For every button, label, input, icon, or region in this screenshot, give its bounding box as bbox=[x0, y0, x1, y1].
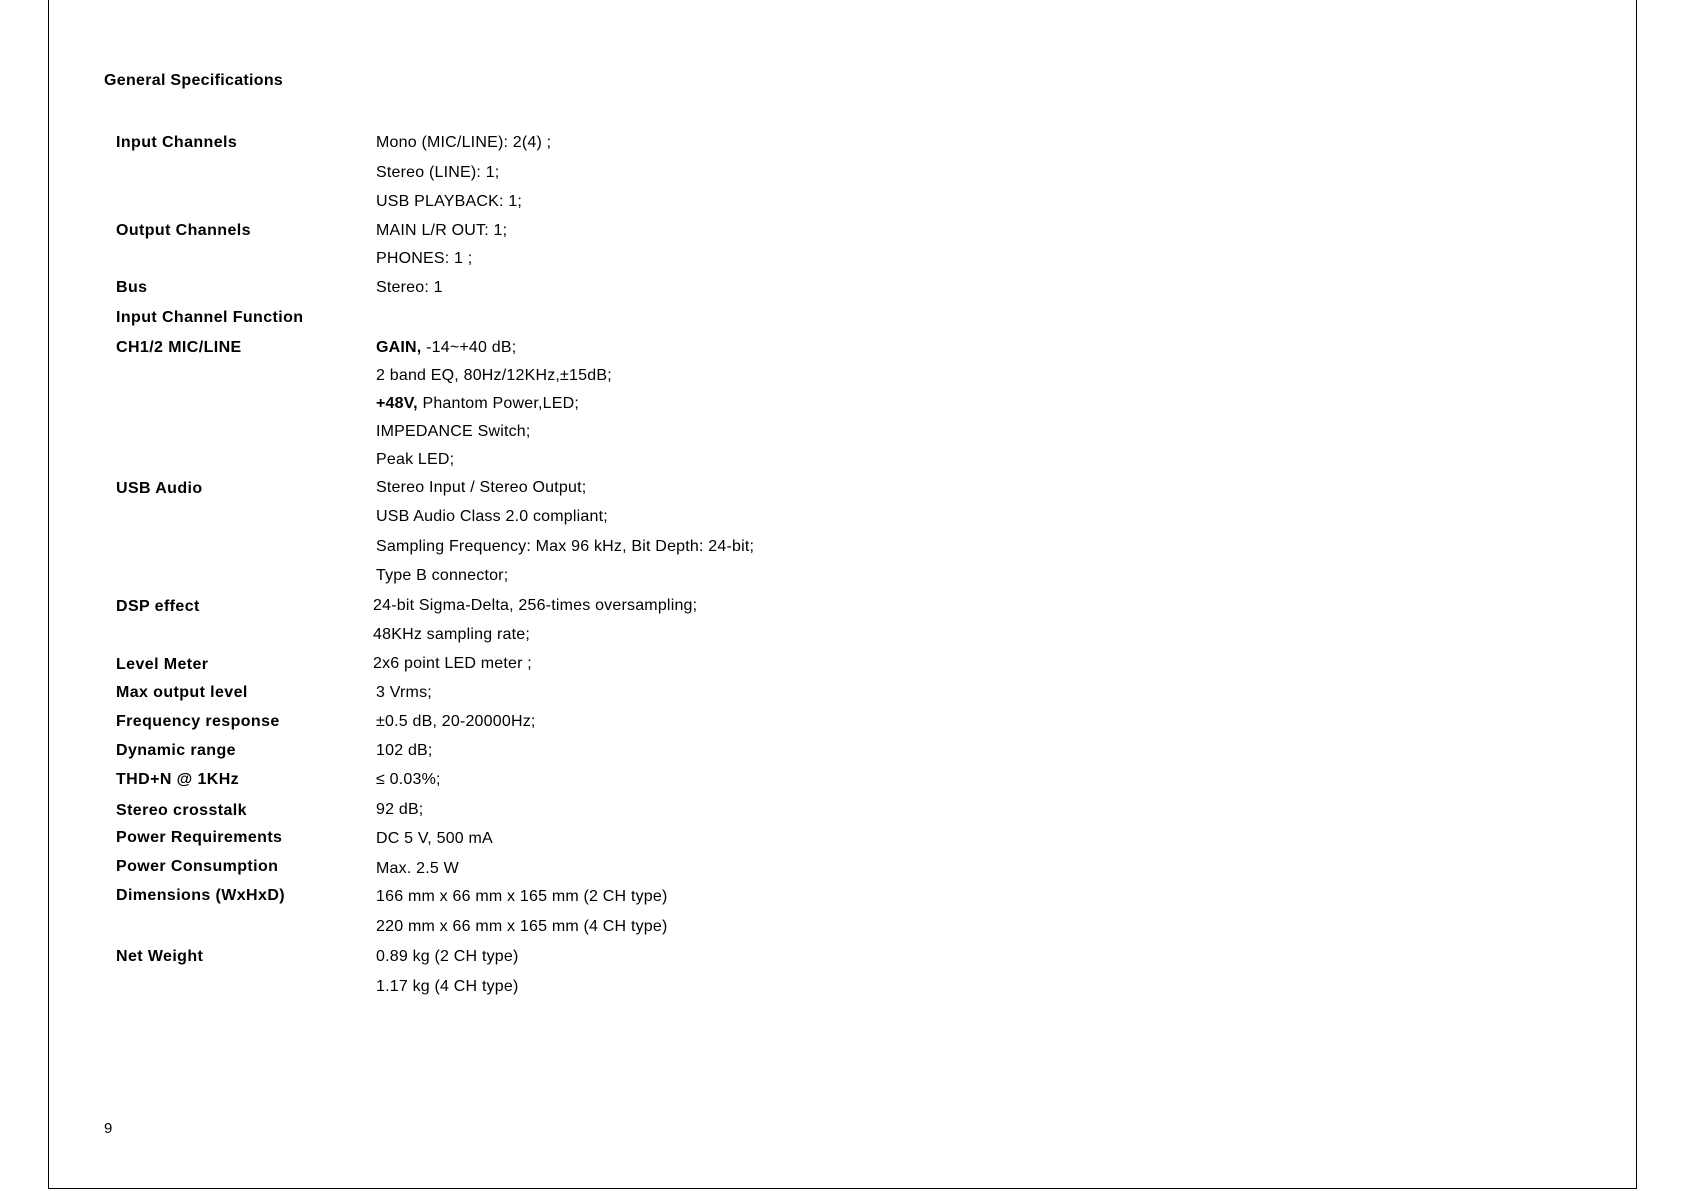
gain-bold-text: GAIN, bbox=[376, 339, 422, 356]
spec-value-level-meter: 2x6 point LED meter ; bbox=[373, 655, 532, 672]
spec-value-ch12-peak: Peak LED; bbox=[376, 451, 455, 468]
spec-value-bus: Stereo: 1 bbox=[376, 279, 443, 296]
phantom-rest-text: Phantom Power,LED; bbox=[417, 395, 580, 412]
spec-label-dynamic-range: Dynamic range bbox=[116, 742, 236, 759]
spec-value-usb-audio-class: USB Audio Class 2.0 compliant; bbox=[376, 508, 608, 525]
spec-value-power-requirements: DC 5 V, 500 mA bbox=[376, 830, 493, 847]
spec-value-dynamic-range: 102 dB; bbox=[376, 742, 433, 759]
spec-value-input-channels-stereo: Stereo (LINE): 1; bbox=[376, 164, 500, 181]
spec-value-output-channels-main: MAIN L/R OUT: 1; bbox=[376, 222, 508, 239]
spec-label-input-channels: Input Channels bbox=[116, 134, 238, 151]
spec-value-dimensions-2ch: 166 mm x 66 mm x 165 mm (2 CH type) bbox=[376, 888, 668, 905]
spec-label-bus: Bus bbox=[116, 279, 148, 296]
spec-label-dimensions: Dimensions (WxHxD) bbox=[116, 887, 285, 904]
spec-value-usb-audio-sampling: Sampling Frequency: Max 96 kHz, Bit Depth: 24-bit; bbox=[376, 538, 755, 555]
spec-label-net-weight: Net Weight bbox=[116, 948, 204, 965]
spec-label-usb-audio: USB Audio bbox=[116, 480, 203, 497]
spec-label-level-meter: Level Meter bbox=[116, 656, 209, 673]
spec-value-output-channels-phones: PHONES: 1 ; bbox=[376, 250, 473, 267]
spec-value-dsp-effect-rate: 48KHz sampling rate; bbox=[373, 626, 530, 643]
spec-label-dsp-effect: DSP effect bbox=[116, 598, 200, 615]
spec-value-net-weight-4ch: 1.17 kg (4 CH type) bbox=[376, 978, 519, 995]
spec-label-max-output-level: Max output level bbox=[116, 684, 248, 701]
spec-value-dsp-effect-sigma: 24-bit Sigma-Delta, 256-times oversampling; bbox=[373, 597, 698, 614]
spec-label-stereo-crosstalk: Stereo crosstalk bbox=[116, 802, 247, 819]
spec-value-power-consumption: Max. 2.5 W bbox=[376, 860, 459, 877]
spec-value-ch12-gain bbox=[376, 339, 516, 357]
spec-value-usb-audio-io: Stereo Input / Stereo Output; bbox=[376, 479, 587, 496]
spec-value-max-output-level: 3 Vrms; bbox=[376, 684, 432, 701]
spec-value-frequency-response: ±0.5 dB, 20-20000Hz; bbox=[376, 713, 536, 730]
spec-value-ch12-phantom bbox=[376, 395, 579, 413]
spec-value-input-channels-mono: Mono (MIC/LINE): 2(4) ; bbox=[376, 134, 552, 151]
spec-label-input-channel-function: Input Channel Function bbox=[116, 309, 304, 326]
page-title: General Specifications bbox=[104, 72, 284, 89]
spec-label-power-requirements: Power Requirements bbox=[116, 829, 283, 846]
spec-value-thd: ≤ 0.03%; bbox=[376, 771, 441, 788]
spec-value-ch12-eq: 2 band EQ, 80Hz/12KHz,±15dB; bbox=[376, 367, 612, 384]
spec-value-usb-audio-connector: Type B connector; bbox=[376, 567, 509, 584]
page-frame bbox=[48, 0, 1637, 1189]
spec-value-dimensions-4ch: 220 mm x 66 mm x 165 mm (4 CH type) bbox=[376, 918, 668, 935]
spec-value-net-weight-2ch: 0.89 kg (2 CH type) bbox=[376, 948, 519, 965]
phantom-bold-text: +48V, bbox=[376, 395, 418, 412]
spec-label-thd: THD+N @ 1KHz bbox=[116, 771, 240, 788]
spec-label-power-consumption: Power Consumption bbox=[116, 858, 279, 875]
spec-value-stereo-crosstalk: 92 dB; bbox=[376, 801, 424, 818]
spec-value-ch12-impedance: IMPEDANCE Switch; bbox=[376, 423, 531, 440]
spec-label-output-channels: Output Channels bbox=[116, 222, 251, 239]
spec-label-frequency-response: Frequency response bbox=[116, 713, 280, 730]
gain-rest-text: -14~+40 dB; bbox=[421, 339, 517, 356]
spec-label-ch12-mic-line: CH1/2 MIC/LINE bbox=[116, 339, 242, 356]
page-number: 9 bbox=[104, 1120, 113, 1137]
spec-value-input-channels-usb: USB PLAYBACK: 1; bbox=[376, 193, 523, 210]
